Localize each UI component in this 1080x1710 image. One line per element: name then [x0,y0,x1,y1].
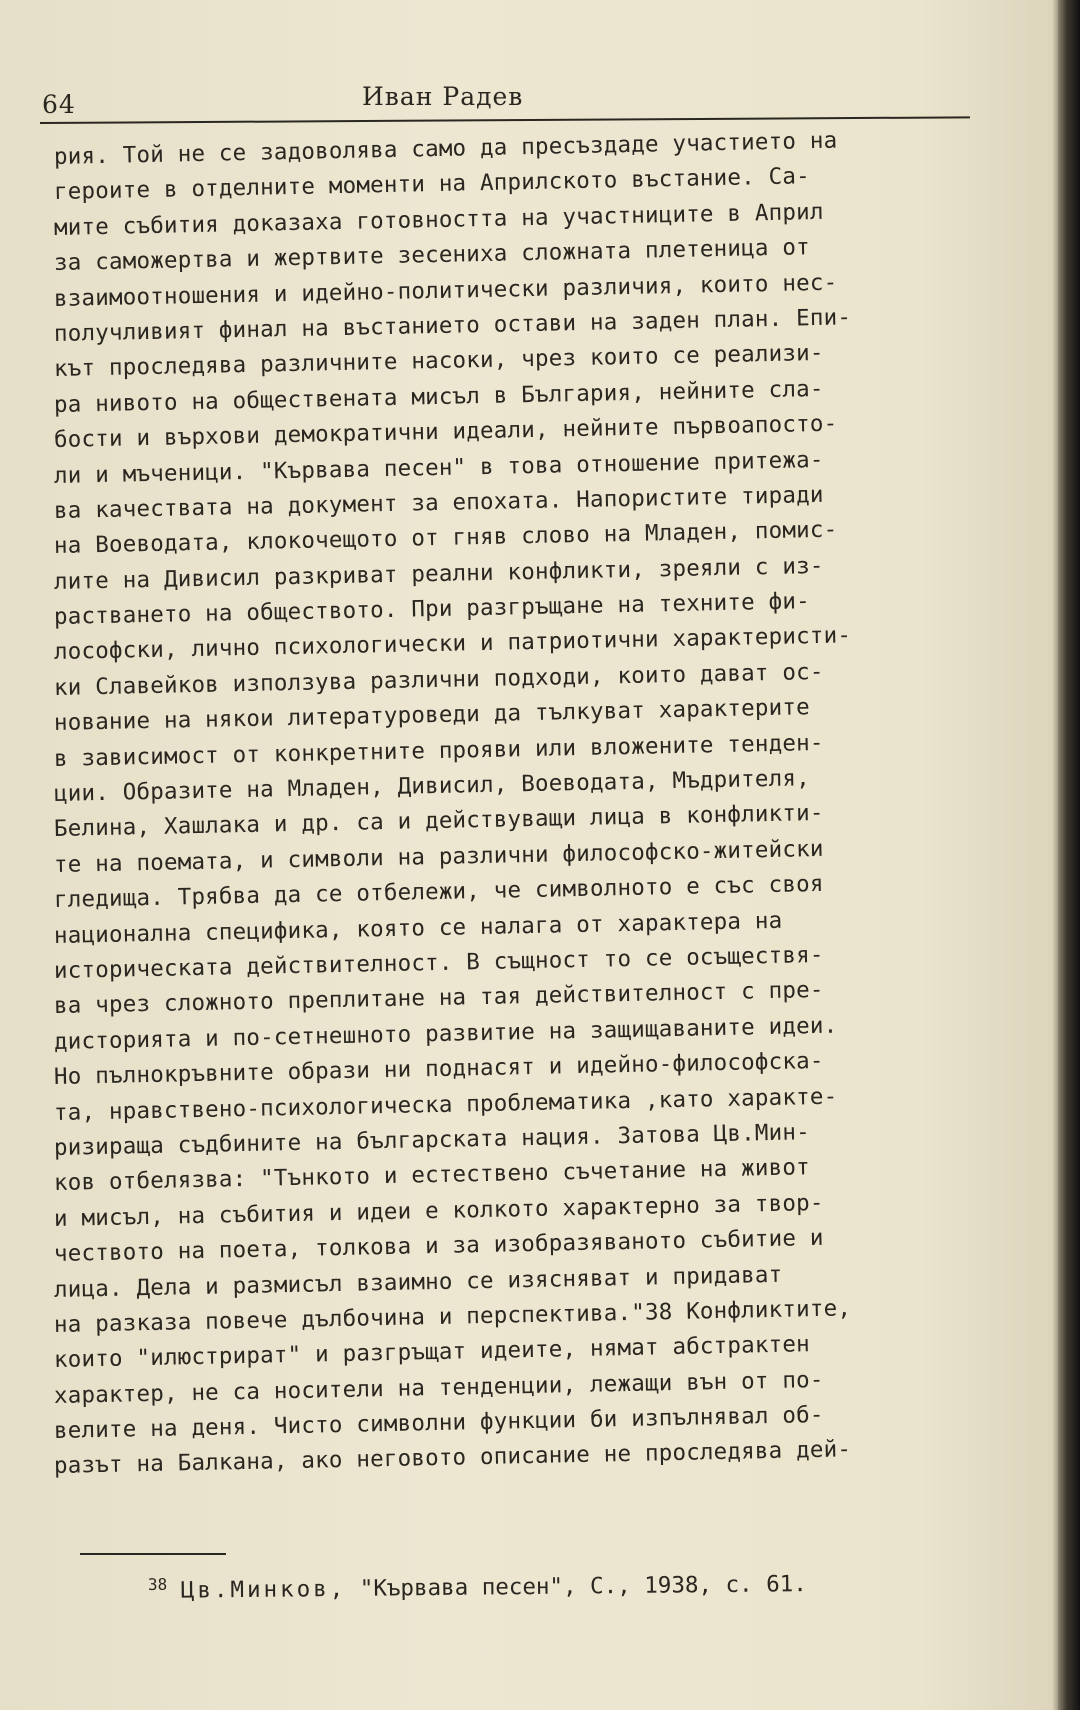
text-line: гледища. Трябва да се отбележи, че символното е със своя [53,871,824,914]
text-line: лите на Дивисил разкриват реални конфликти, зреяли с из- [53,552,824,595]
text-line: на Воеводата, клокочещото от гняв слово на Младен, помис- [53,516,838,560]
text-line: разът на Балкана, ако неговото описание не проследява дей- [53,1436,852,1480]
text-line: те на поемата, и символи на различни философско-житейски [53,835,824,878]
text-line: характер, не са носители на тенденции, лежащи вън от по- [53,1366,824,1409]
text-line: които "илюстрират" и разгръщат идеите, нямат абстрактен [53,1331,811,1374]
footnote-rule [80,1553,226,1555]
text-line: ки Славейков използува различни подходи, които дават ос- [53,658,824,701]
text-line: растването на обществото. При разгръщане на техните фи- [53,588,811,631]
text-line: ризираща съдбините на българската нация. Затова Цв.Мин- [53,1119,811,1161]
text-line: лософски, лично психологически и патриотични характеристи- [53,622,852,666]
text-line: ва чрез сложното преплитане на тая действителност с пре- [53,977,824,1020]
text-line: мите събития доказаха готовността на участниците в Април [53,198,824,241]
text-line: и мисъл, на събития и идеи е колкото характерно за твор- [53,1189,824,1232]
text-line: лица. Дела и размисъл взаимно се изясняват и придават [53,1261,783,1303]
running-head-author: Иван Радев [362,82,524,111]
text-line: ра нивото на обществената мисъл в България, нейните сла- [53,375,824,418]
text-line: героите в отделните моменти на Априлското въстание. Са- [53,163,811,206]
text-line: дисторията и по-сетнешното развитие на защищаваните идеи. [53,1012,838,1055]
text-line: получливият финал на въстанието остави на заден план. Епи- [53,304,852,347]
text-line: ва качествата на документ за епохата. Напористите тиради [53,481,824,524]
body-text [53,127,1004,1485]
text-line: за саможертва и жертвите зесениха сложната плетеница от [53,234,811,277]
text-line: Белина, Хашлака и др. са и действуващи лица в конфликти- [53,800,824,843]
footnote [148,1568,807,1604]
text-line: чеството на поета, толкова и за изобразяваното събитие и [53,1224,824,1268]
text-line: ции. Образите на Младен, Дивисил, Воеводата, Мъдрителя, [53,765,811,808]
page-header [40,78,970,128]
text-line: бости и върхови демократични идеали, нейните първоапосто- [53,410,838,454]
text-line: ли и мъченици. "Кървава песен" в това отношение притежа- [53,446,824,489]
page-number: 64 [42,90,76,119]
text-line: национална специфика, която се налага от характера на [53,907,783,949]
text-line: велите на деня. Чисто символни функции би изпълнявал об- [53,1401,824,1445]
book-spine [1058,0,1080,1710]
text-line: ков отбелязва: "Тънкото и естествено съчетание на живот [53,1154,811,1197]
text-line: кът проследява различните насоки, чрез които се реализи- [53,340,824,383]
footnote-author: Цв.Минков, [180,1575,347,1604]
footnote-number: 38 [147,1574,168,1594]
text-line: на разказа повече дълбочина и перспектива."38 Конфликтите, [53,1295,852,1338]
text-line: нование на някои литературоведи да тълкуват характерите [53,694,811,737]
text-line: в зависимост от конкретните прояви или вложените тенден- [53,729,824,772]
text-line: взаимоотношения и идейно-политически различия, които нес- [53,269,838,312]
text-line: рия. Той не се задоволява само да пресъздаде участието на [53,127,838,170]
text-line: Но пълнокръвните образи ни поднасят и идейно-философска- [53,1048,824,1091]
text-line: та, нравствено-психологическа проблематика ,като характе- [53,1083,838,1126]
footnote-citation: "Кървава песен", С., 1938, с. 61. [346,1571,807,1602]
text-line: историческата действителност. В същност то се осъществя- [53,941,824,984]
